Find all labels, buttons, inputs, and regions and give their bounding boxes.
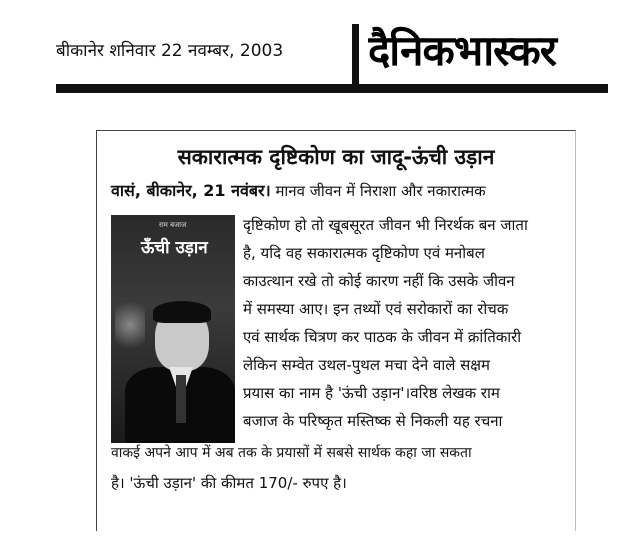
article-line: एवं सार्थक चित्रण कर पाठक के जीवन में क्रांतिकारी <box>243 328 522 346</box>
article-line: में समस्या आए। इन तथ्यों एवं सरोकारों का रोचक <box>243 300 509 318</box>
article-line: दृष्टिकोण हो तो खूबसूरत जीवन भी निरर्थक बन जाता <box>243 216 528 234</box>
dateline: बीकानेर शनिवार 22 नवम्बर, 2003 <box>56 41 284 61</box>
newspaper-logo: दैनिकभास्कर <box>368 26 556 75</box>
masthead <box>56 18 608 98</box>
masthead-rule <box>56 84 608 93</box>
cover-smoke-graphic <box>115 295 145 355</box>
news-clipping <box>96 130 576 531</box>
article-headline: सकारात्मक दृष्टिकोण का जादू-ऊंची उड़ान <box>177 145 495 169</box>
book-cover-author: राम बजाज <box>159 221 187 229</box>
article-first-line <box>111 181 486 201</box>
portrait-tie <box>176 375 186 423</box>
article-dateline: वासं, बीकानेर, 21 नवंबर। <box>111 181 271 200</box>
book-cover-title: ऊँची उड़ान <box>141 238 208 258</box>
portrait-hair <box>153 301 211 323</box>
masthead-divider <box>352 24 359 84</box>
article-line: है। 'ऊंची उड़ान' की कीमत 170/- रुपए है। <box>111 474 347 492</box>
article-line: लेकिन सम्वेत उथल-पुथल मचा देने वाले सक्षम <box>243 356 491 374</box>
article-line: काउत्थान रखे तो कोई कारण नहीं कि उसके जीवन <box>243 272 515 290</box>
article-line: वाकई अपने आप में अब तक के प्रयासों में सबसे सार्थक कहा जा सकता <box>111 445 472 461</box>
article-line: मानव जीवन में निराशा और नकारात्मक <box>275 182 486 200</box>
article-line: बजाज के परिष्कृत मस्तिष्क से निकली यह रचना <box>243 412 503 430</box>
article-line: है, यदि वह सकारात्मक दृष्टिकोण एवं मनोबल <box>243 244 485 262</box>
article-line: प्रयास का नाम है 'ऊंची उड़ान'।वरिष्ठ लेखक राम <box>243 384 500 402</box>
book-cover-image <box>111 215 235 443</box>
